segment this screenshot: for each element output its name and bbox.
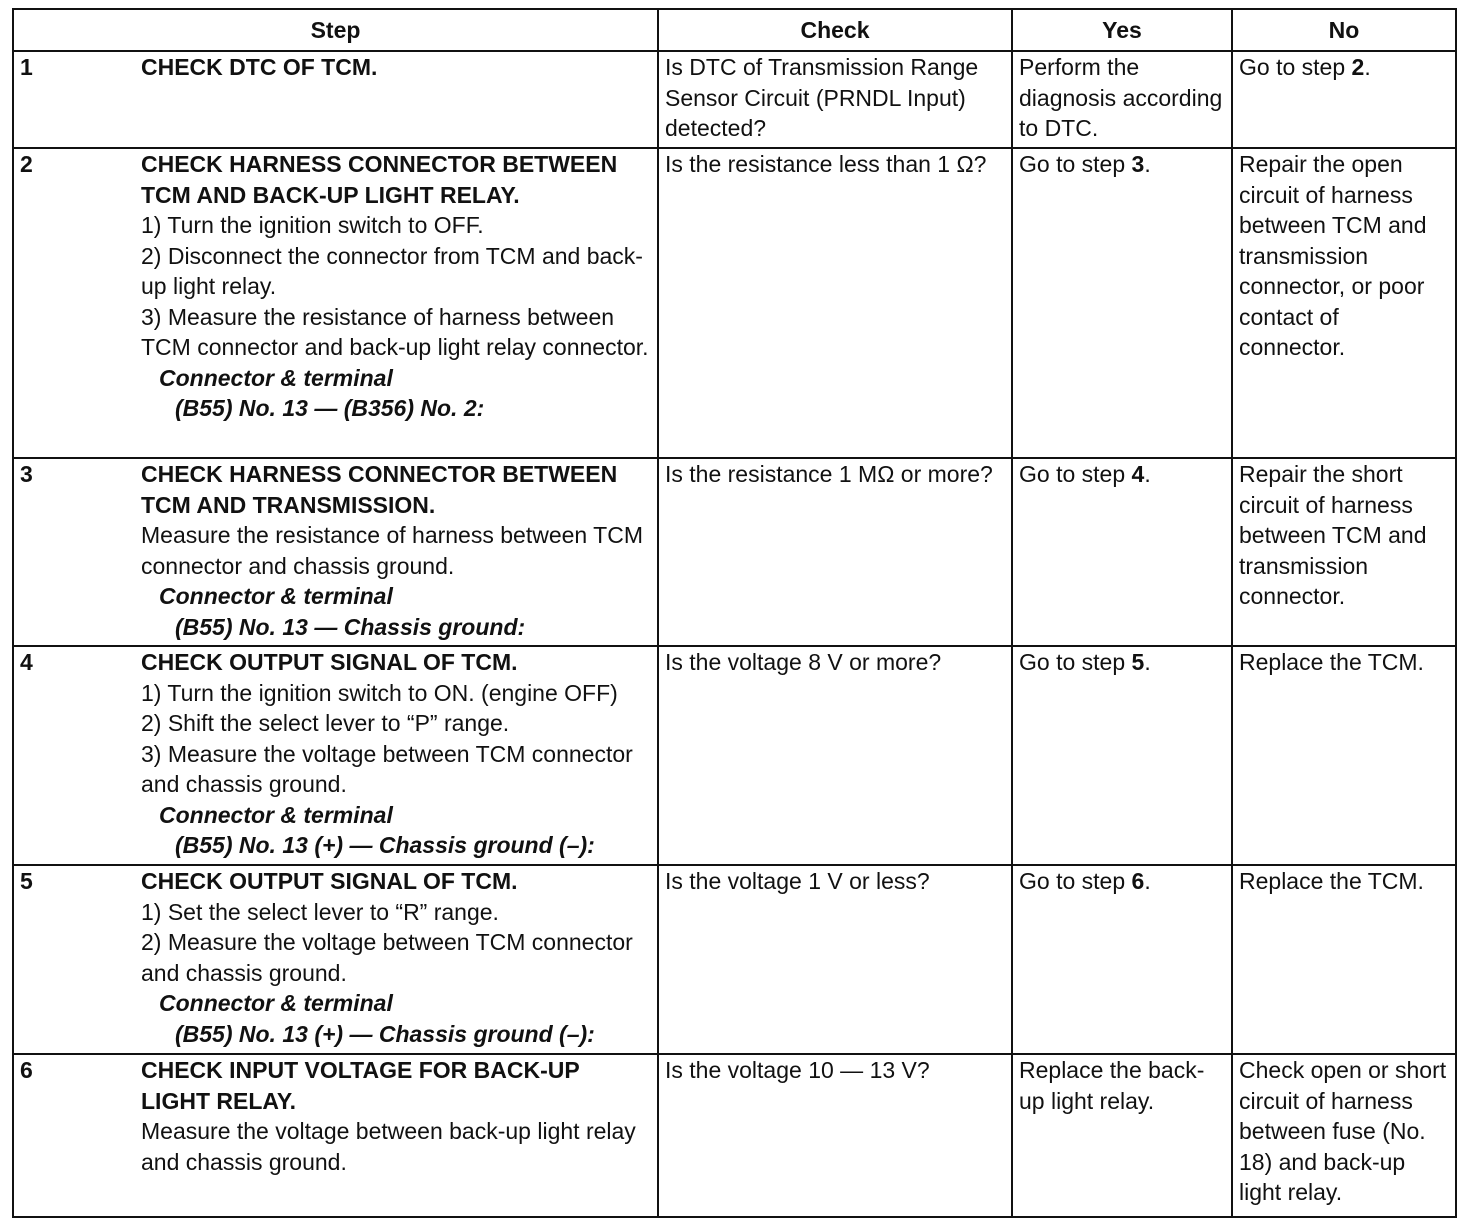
- step-number: 4: [13, 646, 135, 865]
- step-title: CHECK HARNESS CONNECTOR BETWEEN TCM AND TRANSMISSION.: [141, 461, 618, 518]
- check-cell: Is the resistance 1 MΩ or more?: [658, 458, 1012, 646]
- connector-terminal: (B55) No. 13 — Chassis ground:: [175, 613, 526, 640]
- check-cell: Is the resistance less than 1 Ω?: [658, 148, 1012, 458]
- yes-text: Go to step: [1019, 649, 1132, 675]
- yes-text-end: .: [1144, 461, 1151, 487]
- step-instruction: 2) Measure the voltage between TCM connector and chassis ground.: [141, 929, 633, 986]
- step-instruction: 1) Turn the ignition switch to ON. (engine OFF): [141, 679, 618, 706]
- table-row: [13, 646, 1456, 865]
- step-instruction: Measure the resistance of harness between TCM connector and chassis ground.: [141, 522, 643, 579]
- step-ref: 5: [1131, 649, 1145, 675]
- check-cell: Is the voltage 10 — 13 V?: [658, 1054, 1012, 1217]
- yes-text-end: .: [1144, 649, 1151, 675]
- header-yes: Yes: [1012, 9, 1232, 51]
- step-ref: 6: [1131, 868, 1145, 894]
- yes-text-end: .: [1144, 151, 1151, 177]
- no-cell: Repair the open circuit of harness between TCM and transmission connector, or poor contact of connector.: [1232, 148, 1456, 458]
- step-instruction: 3) Measure the resistance of harness between TCM connector and back-up light relay connector.: [141, 303, 649, 360]
- step-procedure: [135, 148, 658, 458]
- step-title: CHECK DTC OF TCM.: [141, 54, 378, 80]
- header-row: [13, 9, 1456, 51]
- step-instruction: Measure the voltage between back-up light relay and chassis ground.: [141, 1118, 636, 1175]
- step-procedure: [135, 1054, 658, 1217]
- yes-cell: [1012, 646, 1232, 865]
- table-row: [13, 1054, 1456, 1217]
- step-title: CHECK OUTPUT SIGNAL OF TCM.: [141, 649, 518, 675]
- no-text: Go to step: [1239, 54, 1352, 80]
- no-cell: Replace the TCM.: [1232, 865, 1456, 1054]
- connector-terminal: (B55) No. 13 (+) — Chassis ground (–):: [175, 1020, 595, 1047]
- step-title: CHECK OUTPUT SIGNAL OF TCM.: [141, 868, 518, 894]
- step-title: CHECK INPUT VOLTAGE FOR BACK-UP LIGHT RELAY.: [141, 1057, 580, 1114]
- step-procedure: [135, 51, 658, 148]
- check-cell: Is the voltage 1 V or less?: [658, 865, 1012, 1054]
- no-cell: Replace the TCM.: [1232, 646, 1456, 865]
- step-instruction: 1) Turn the ignition switch to OFF.: [141, 212, 484, 238]
- step-number: 2: [13, 148, 135, 458]
- step-number: 5: [13, 865, 135, 1054]
- connector-label: Connector & terminal: [159, 583, 393, 609]
- no-cell: [1232, 51, 1456, 148]
- step-ref: 3: [1131, 151, 1145, 177]
- connector-label: Connector & terminal: [159, 801, 393, 828]
- step-procedure: [135, 865, 658, 1054]
- step-instruction: 3) Measure the voltage between TCM connector and chassis ground.: [141, 740, 633, 797]
- step-number: 6: [13, 1054, 135, 1217]
- yes-cell: [1012, 458, 1232, 646]
- yes-cell: Perform the diagnosis according to DTC.: [1012, 51, 1232, 148]
- step-instruction: 2) Shift the select lever to “P” range.: [141, 710, 510, 736]
- check-cell: Is DTC of Transmission Range Sensor Circuit (PRNDL Input) detected?: [658, 51, 1012, 148]
- step-ref: 2: [1351, 54, 1365, 80]
- connector-terminal: (B55) No. 13 (+) — Chassis ground (–):: [175, 832, 595, 858]
- yes-cell: Replace the back-up light relay.: [1012, 1054, 1232, 1217]
- header-check: Check: [658, 9, 1012, 51]
- connector-terminal: (B55) No. 13 — (B356) No. 2:: [175, 395, 485, 421]
- yes-text: Go to step: [1019, 461, 1132, 487]
- header-no: No: [1232, 9, 1456, 51]
- check-cell: Is the voltage 8 V or more?: [658, 646, 1012, 865]
- table-row: [13, 458, 1456, 646]
- step-title: CHECK HARNESS CONNECTOR BETWEEN TCM AND BACK-UP LIGHT RELAY.: [141, 151, 618, 208]
- table-row: [13, 148, 1456, 458]
- connector-label: Connector & terminal: [159, 990, 393, 1016]
- connector-label: Connector & terminal: [159, 364, 393, 391]
- table-row: [13, 51, 1456, 148]
- yes-text: Go to step: [1019, 151, 1132, 177]
- yes-cell: [1012, 148, 1232, 458]
- step-instruction: 2) Disconnect the connector from TCM and back-up light relay.: [141, 242, 643, 299]
- step-instruction: 1) Set the select lever to “R” range.: [141, 898, 499, 925]
- yes-text: Go to step: [1019, 868, 1132, 894]
- yes-text-end: .: [1144, 868, 1151, 894]
- step-procedure: [135, 458, 658, 646]
- no-text-end: .: [1364, 54, 1371, 80]
- step-procedure: [135, 646, 658, 865]
- table-row: [13, 865, 1456, 1054]
- step-number: 1: [13, 51, 135, 148]
- no-cell: Repair the short circuit of harness between TCM and transmission connector.: [1232, 458, 1456, 646]
- diagnostic-table: [12, 8, 1457, 1218]
- step-ref: 4: [1131, 461, 1145, 487]
- step-number: 3: [13, 458, 135, 646]
- yes-cell: [1012, 865, 1232, 1054]
- no-cell: Check open or short circuit of harness between fuse (No. 18) and back-up light relay.: [1232, 1054, 1456, 1217]
- header-step: Step: [13, 9, 658, 51]
